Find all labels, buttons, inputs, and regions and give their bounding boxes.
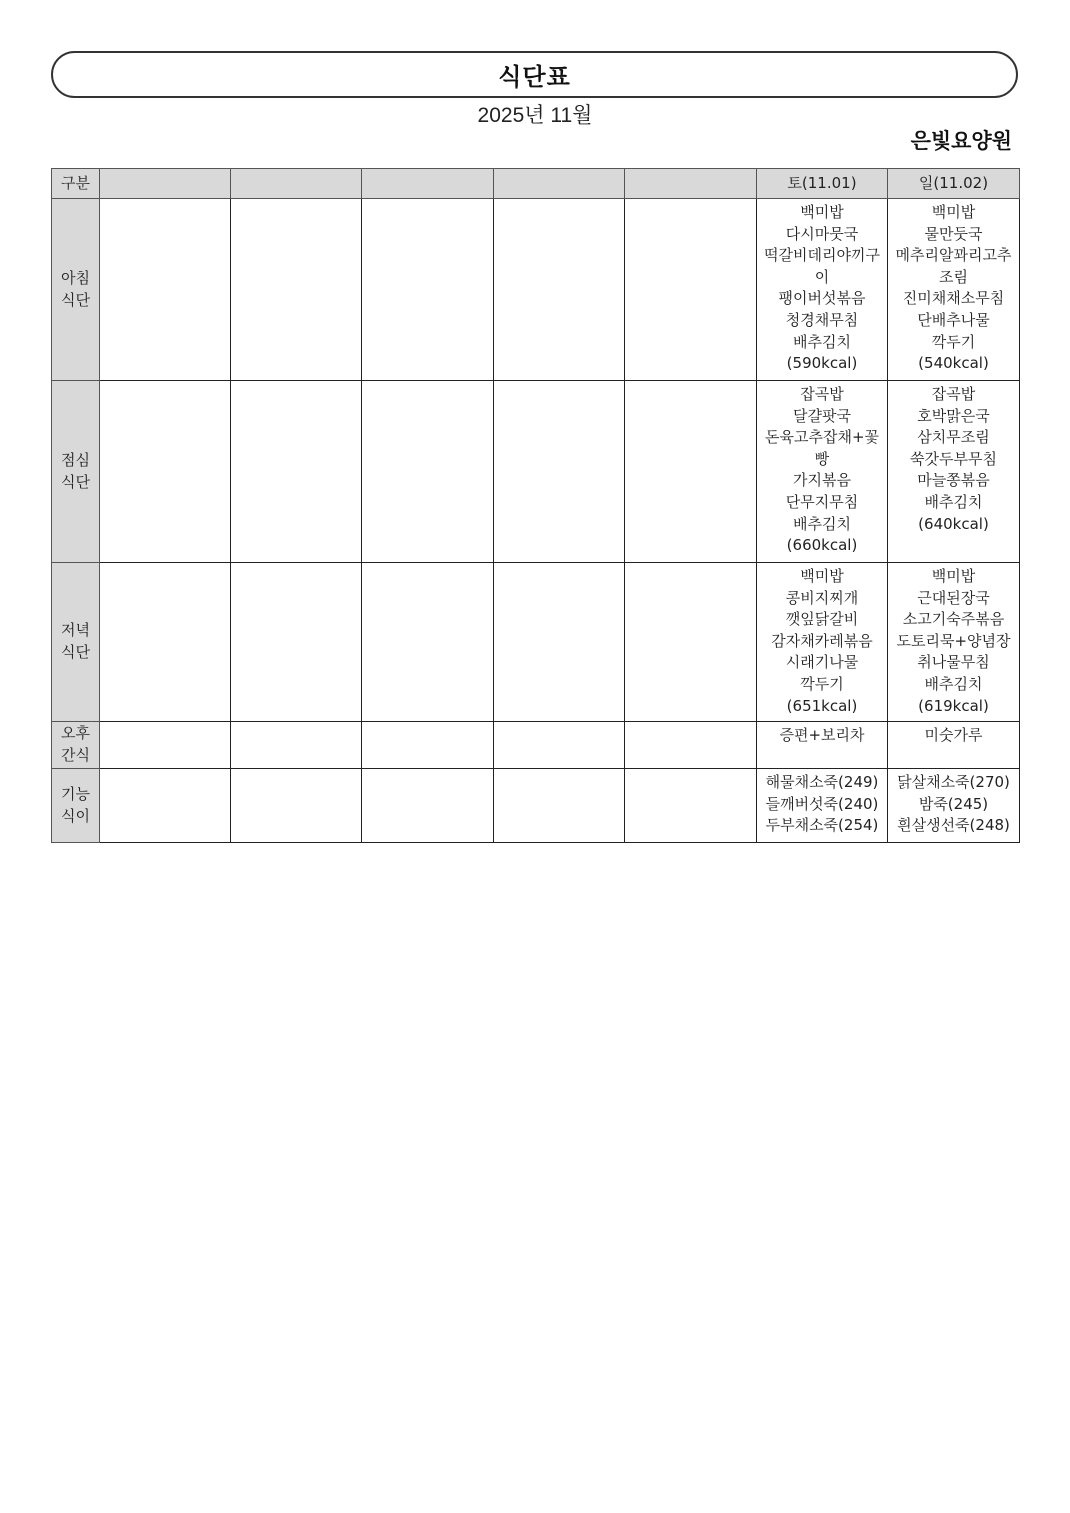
meal-plan-table	[51, 168, 1020, 843]
menu-item: 밤죽(245)	[918, 794, 989, 813]
menu-item: 돈육고추잡채+꽃빵	[765, 428, 879, 468]
empty-cell	[100, 722, 231, 769]
column-header-3	[362, 169, 494, 199]
menu-item: 물만둣국	[924, 224, 983, 243]
empty-cell	[362, 722, 494, 769]
calorie-total: (619kcal)	[918, 696, 989, 715]
page-title: 식단표	[498, 63, 571, 91]
snack-sunday-cell	[888, 722, 1020, 769]
menu-item: 증편+보리차	[779, 726, 865, 744]
row-label-dinner	[52, 563, 100, 722]
functional-diet-row	[52, 769, 1020, 843]
snack-saturday-cell	[757, 722, 888, 769]
empty-cell	[231, 199, 362, 381]
menu-item: 소고기숙주볶음	[902, 610, 1005, 629]
calorie-total: (660kcal)	[786, 536, 858, 555]
row-label-line: 아침	[61, 268, 90, 287]
menu-item: 백미밥	[931, 567, 976, 585]
column-header-1	[100, 169, 231, 199]
row-label-line: 저녁	[61, 621, 90, 640]
menu-item: 팽이버섯볶음	[778, 289, 866, 308]
menu-item: 가지볶음	[793, 471, 851, 490]
empty-cell	[494, 199, 625, 381]
menu-item: 도토리묵+양념장	[896, 631, 1011, 650]
lunch-saturday-cell	[757, 381, 888, 563]
empty-cell	[625, 722, 757, 769]
calorie-total: (651kcal)	[786, 696, 858, 715]
column-header-2	[231, 169, 362, 199]
menu-item: 마늘쫑볶음	[917, 471, 990, 490]
period-label: 2025년 11월	[477, 104, 593, 127]
menu-item: 메추리알꽈리고추조림	[895, 246, 1012, 286]
empty-cell	[231, 381, 362, 563]
row-label-line: 식단	[61, 472, 90, 491]
menu-item: 깍두기	[931, 332, 976, 351]
column-header-4	[494, 169, 625, 199]
menu-item: 미숫가루	[924, 726, 983, 744]
header-row	[52, 169, 1020, 199]
calorie-total: (640kcal)	[918, 514, 989, 533]
dinner-sunday-cell	[888, 563, 1020, 722]
empty-cell	[494, 563, 625, 722]
functional-sunday-cell	[888, 769, 1020, 843]
row-label-breakfast	[52, 199, 100, 381]
breakfast-row	[52, 199, 1020, 381]
menu-item: 닭살채소죽(270)	[897, 773, 1010, 791]
menu-item: 시래기나물	[785, 653, 859, 672]
menu-item: 잡곡밥	[800, 385, 844, 403]
empty-cell	[231, 769, 362, 843]
empty-cell	[625, 381, 757, 563]
row-label-line: 기능	[61, 784, 90, 803]
menu-item: 단배추나물	[917, 310, 990, 329]
row-label-functional	[52, 769, 100, 843]
empty-cell	[231, 563, 362, 722]
empty-cell	[100, 563, 231, 722]
empty-cell	[494, 769, 625, 843]
menu-item: 배추김치	[924, 674, 983, 693]
menu-item: 단무지무침	[785, 492, 859, 511]
title-banner	[51, 51, 1018, 98]
row-label-line: 오후	[61, 724, 90, 743]
menu-item: 해물채소죽(249)	[765, 773, 879, 791]
empty-cell	[362, 381, 494, 563]
column-header-sunday: 일(11.02)	[888, 169, 1020, 199]
lunch-sunday-cell	[888, 381, 1020, 563]
calorie-total: (540kcal)	[918, 354, 989, 373]
row-label-line: 점심	[61, 450, 90, 469]
menu-item: 근대된장국	[917, 588, 990, 607]
corner-label: 구분	[52, 169, 100, 199]
snack-row	[52, 722, 1020, 769]
empty-cell	[362, 769, 494, 843]
menu-item: 콩비지찌개	[785, 588, 859, 607]
menu-item: 감자채카레볶음	[771, 631, 873, 650]
empty-cell	[362, 563, 494, 722]
row-label-lunch	[52, 381, 100, 563]
empty-cell	[231, 722, 362, 769]
lunch-row	[52, 381, 1020, 563]
breakfast-sunday-cell	[888, 199, 1020, 381]
empty-cell	[625, 769, 757, 843]
dinner-row	[52, 563, 1020, 722]
menu-item: 다시마뭇국	[785, 224, 859, 243]
row-label-snack	[52, 722, 100, 769]
empty-cell	[100, 199, 231, 381]
menu-item: 취나물무침	[917, 653, 990, 672]
functional-saturday-cell	[757, 769, 888, 843]
menu-item: 쑥갓두부무침	[910, 449, 997, 468]
empty-cell	[100, 769, 231, 843]
menu-item: 청경채무침	[785, 310, 859, 329]
empty-cell	[494, 722, 625, 769]
menu-item: 백미밥	[931, 203, 976, 221]
menu-item: 진미채채소무침	[902, 289, 1005, 308]
empty-cell	[625, 199, 757, 381]
menu-item: 두부채소죽(254)	[765, 816, 879, 835]
menu-item: 백미밥	[800, 203, 844, 221]
row-label-line: 식단	[61, 643, 90, 661]
empty-cell	[494, 381, 625, 563]
menu-item: 깍두기	[800, 674, 844, 693]
empty-cell	[100, 381, 231, 563]
menu-item: 깻잎닭갈비	[785, 610, 859, 629]
menu-item: 들깨버섯죽(240)	[765, 794, 879, 813]
menu-item: 호박맑은국	[917, 406, 990, 425]
menu-item: 배추김치	[793, 514, 851, 533]
calorie-total: (590kcal)	[786, 354, 858, 373]
organization-name: 은빛요양원	[910, 129, 1012, 153]
menu-item: 백미밥	[800, 567, 844, 585]
row-label-line: 간식	[61, 746, 90, 764]
row-label-line: 식이	[61, 806, 90, 825]
menu-item: 삼치무조림	[917, 428, 990, 447]
menu-item: 배추김치	[793, 332, 851, 351]
row-label-line: 식단	[61, 290, 90, 309]
empty-cell	[625, 563, 757, 722]
breakfast-saturday-cell	[757, 199, 888, 381]
column-header-saturday: 토(11.01)	[757, 169, 888, 199]
menu-item: 흰살생선죽(248)	[897, 816, 1010, 835]
column-header-5	[625, 169, 757, 199]
empty-cell	[362, 199, 494, 381]
dinner-saturday-cell	[757, 563, 888, 722]
menu-item: 달걀팟국	[793, 406, 851, 425]
menu-item: 잡곡밥	[931, 385, 976, 403]
menu-item: 배추김치	[924, 492, 983, 511]
menu-item: 떡갈비데리야끼구이	[764, 246, 880, 286]
